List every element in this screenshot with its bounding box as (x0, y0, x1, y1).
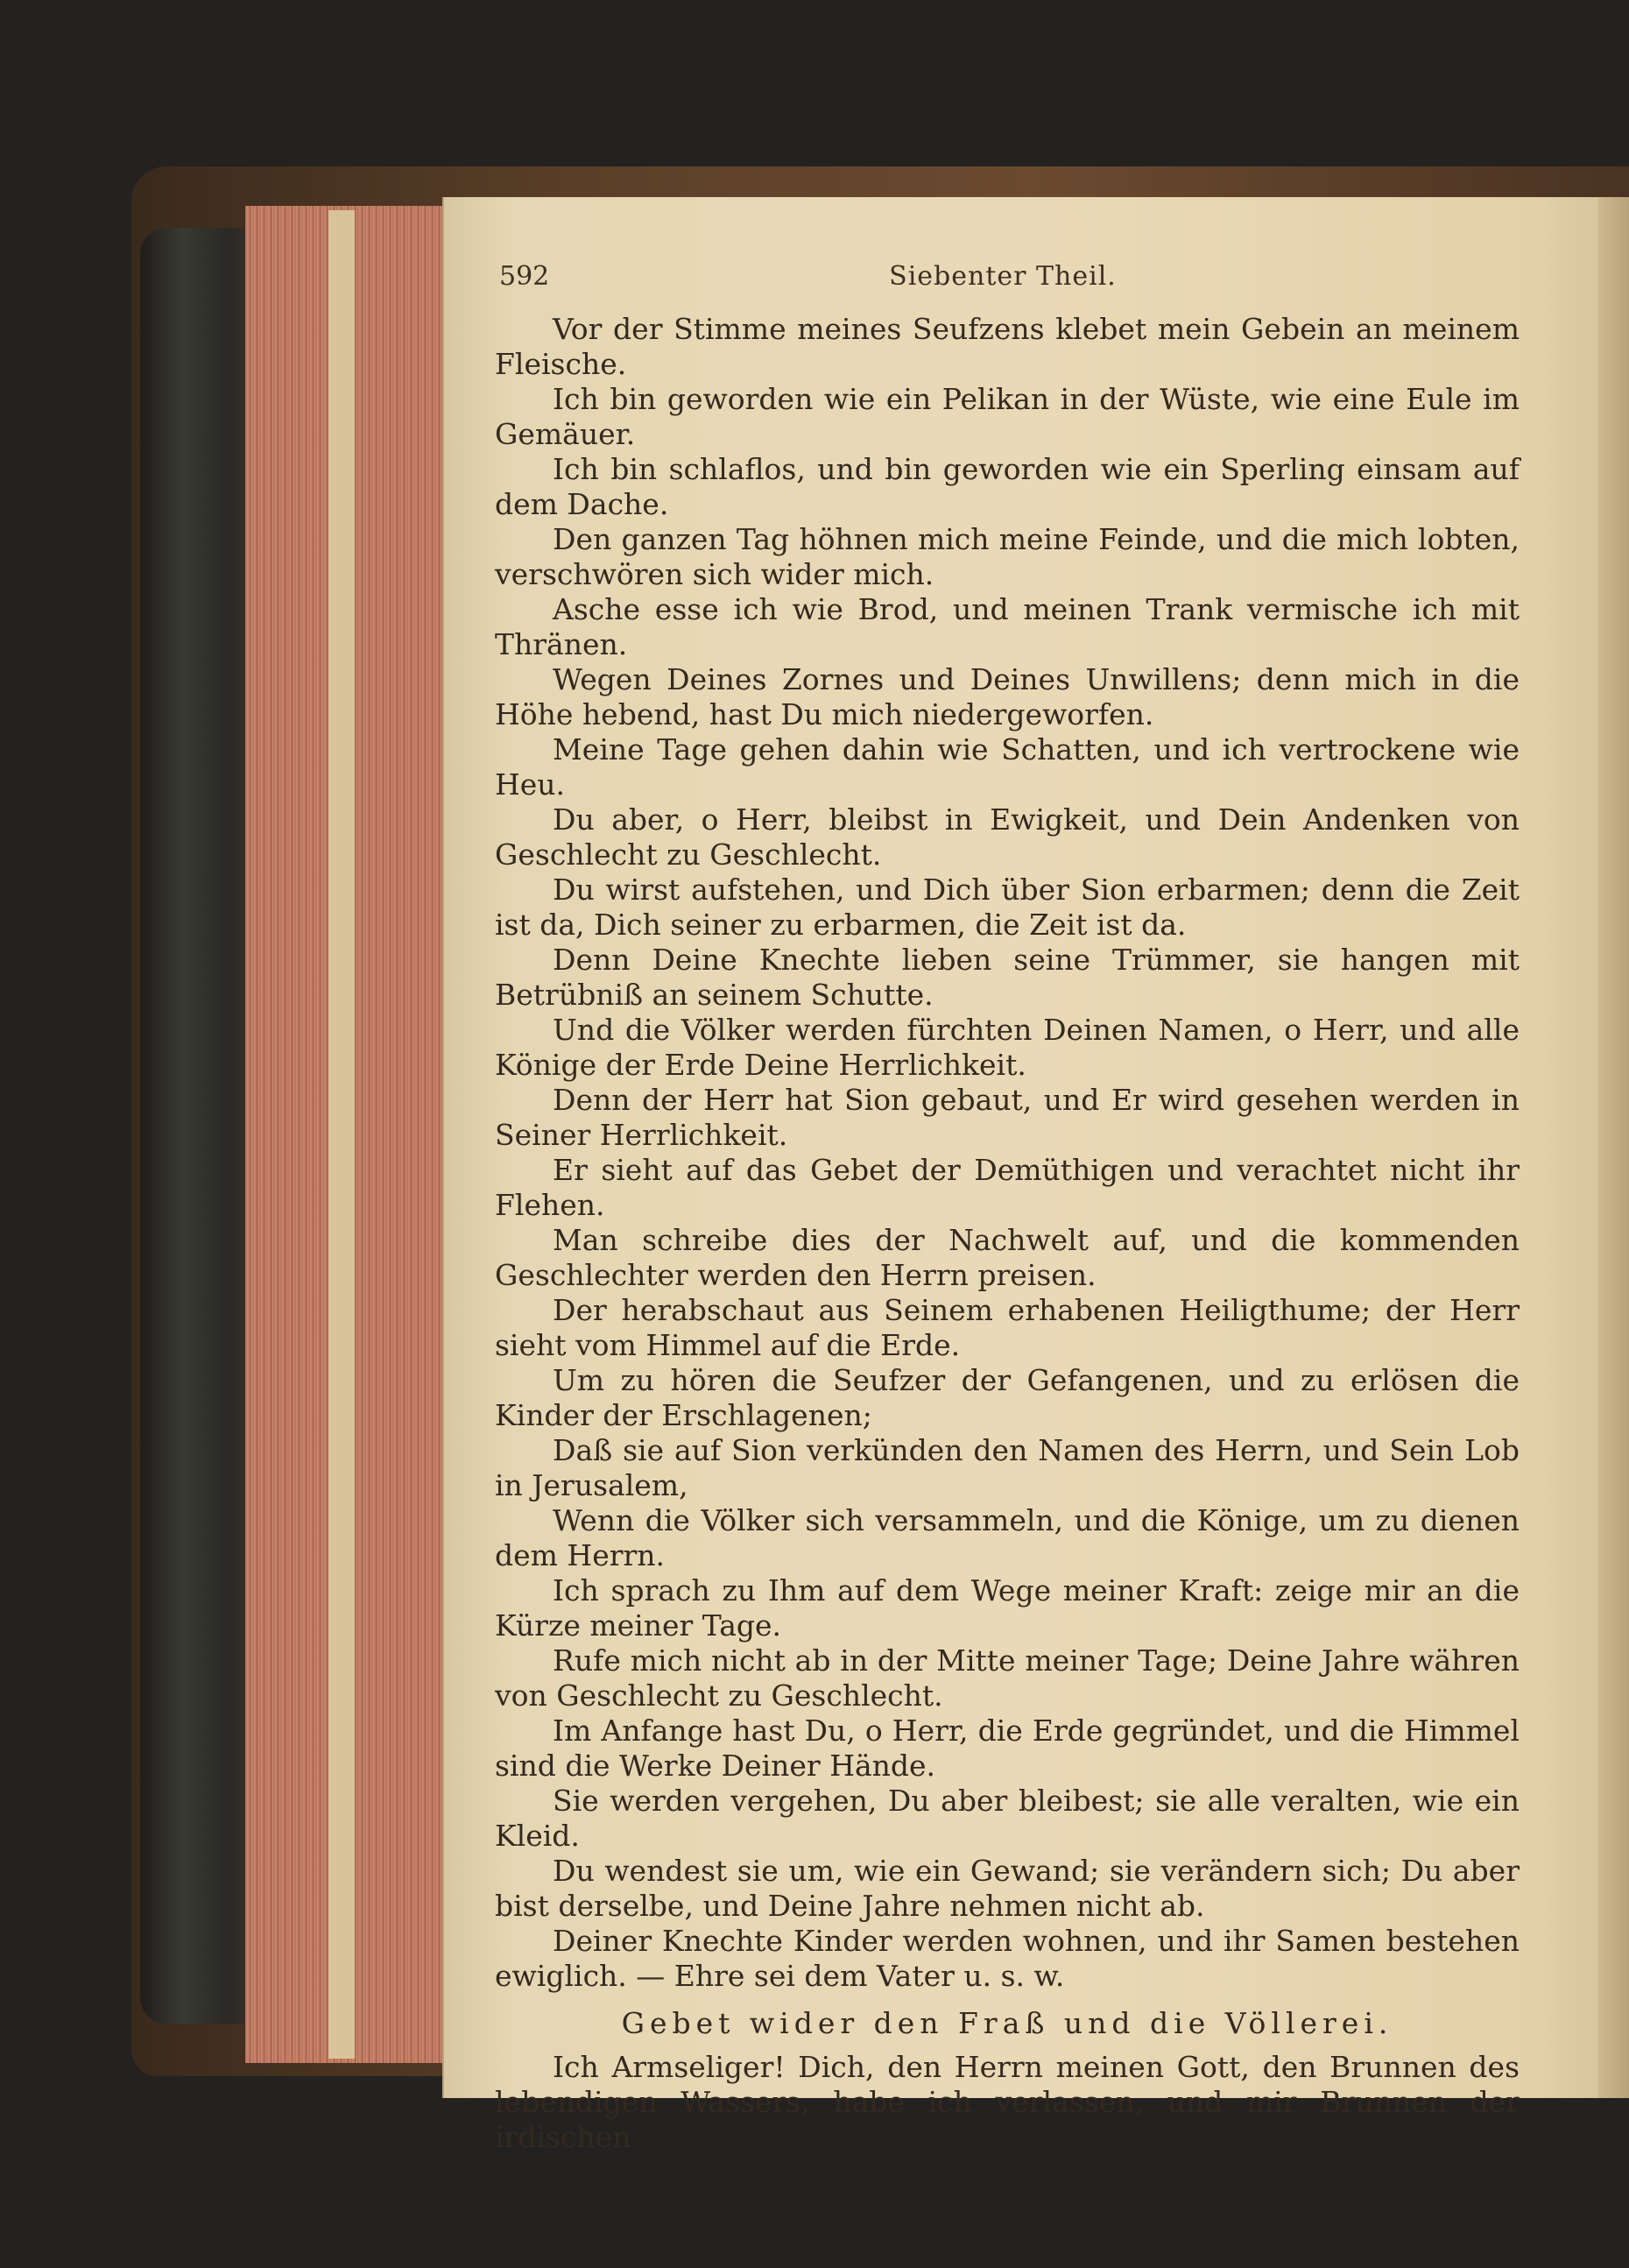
verse: Man schreibe dies der Nachwelt auf, und die kommenden Geschlechter werden den Herrn preisen. (495, 1223, 1520, 1292)
verse: Denn der Herr hat Sion gebaut, und Er wird gesehen werden in Seiner Herrlichkeit. (495, 1083, 1520, 1152)
verse: Im Anfange hast Du, o Herr, die Erde gegründet, und die Himmel sind die Werke Deiner Hände. (495, 1713, 1520, 1783)
verse: Sie werden vergehen, Du aber bleibest; sie alle veralten, wie ein Kleid. (495, 1784, 1520, 1853)
page-body (495, 312, 1520, 2155)
page-edges-light (328, 210, 355, 2059)
verse: Vor der Stimme meines Seufzens klebet mein Gebein an meinem Fleische. (495, 312, 1520, 381)
verse: Deiner Knechte Kinder werden wohnen, und ihr Samen bestehen ewiglich. — Ehre sei dem Vater u. s. w. (495, 1924, 1520, 1993)
verse: Um zu hören die Seufzer der Gefangenen, und zu erlösen die Kinder der Erschlagenen; (495, 1363, 1520, 1432)
verse: Ich bin geworden wie ein Pelikan in der Wüste, wie eine Eule im Gemäuer. (495, 382, 1520, 451)
verse: Ich sprach zu Ihm auf dem Wege meiner Kraft: zeige mir an die Kürze meiner Tage. (495, 1573, 1520, 1643)
verse: Asche esse ich wie Brod, und meinen Trank vermische ich mit Thränen. (495, 592, 1520, 661)
page-header (490, 261, 1515, 300)
book-spine (140, 228, 263, 2024)
prayer-text: Ich Armseliger! Dich, den Herrn meinen Gott, den Brunnen des lebendigen Wassers, habe ich verlassen, und mir Brunnen der irdischen (495, 2050, 1520, 2154)
verse: Und die Völker werden fürchten Deinen Namen, o Herr, und alle Könige der Erde Deine Herrlichkeit. (495, 1013, 1520, 1082)
verse: Wegen Deines Zornes und Deines Unwillens; denn mich in die Höhe hebend, hast Du mich niedergeworfen. (495, 662, 1520, 731)
verse: Den ganzen Tag höhnen mich meine Feinde, und die mich lobten, verschwören sich wider mich. (495, 522, 1520, 591)
verse: Ich bin schlaflos, und bin geworden wie ein Sperling einsam auf dem Dache. (495, 452, 1520, 521)
verse: Du aber, o Herr, bleibst in Ewigkeit, und Dein Andenken von Geschlecht zu Geschlecht. (495, 802, 1520, 872)
verse: Du wendest sie um, wie ein Gewand; sie verändern sich; Du aber bist derselbe, und Deine Jahre nehmen nicht ab. (495, 1854, 1520, 1923)
page-number: 592 (499, 261, 550, 292)
verse: Rufe mich nicht ab in der Mitte meiner Tage; Deine Jahre währen von Geschlecht zu Geschlecht. (495, 1643, 1520, 1713)
verse: Wenn die Völker sich versammeln, und die Könige, um zu dienen dem Herrn. (495, 1503, 1520, 1572)
verse: Daß sie auf Sion verkünden den Namen des Herrn, und Sein Lob in Jerusalem, (495, 1433, 1520, 1502)
verse: Denn Deine Knechte lieben seine Trümmer, sie hangen mit Betrübniß an seinem Schutte. (495, 943, 1520, 1012)
verse: Der herabschaut aus Seinem erhabenen Heiligthume; der Herr sieht vom Himmel auf die Erde. (495, 1293, 1520, 1362)
running-title: Siebenter Theil. (889, 261, 1117, 292)
verse: Du wirst aufstehen, und Dich über Sion erbarmen; denn die Zeit ist da, Dich seiner zu erbarmen, die Zeit ist da. (495, 873, 1520, 942)
verse: Meine Tage gehen dahin wie Schatten, und ich vertrockene wie Heu. (495, 732, 1520, 802)
section-heading: Gebet wider den Fraß und die Völlerei. (621, 2006, 1393, 2040)
page-gutter (1598, 197, 1629, 2098)
verse: Er sieht auf das Gebet der Demüthigen und verachtet nicht ihr Flehen. (495, 1153, 1520, 1222)
